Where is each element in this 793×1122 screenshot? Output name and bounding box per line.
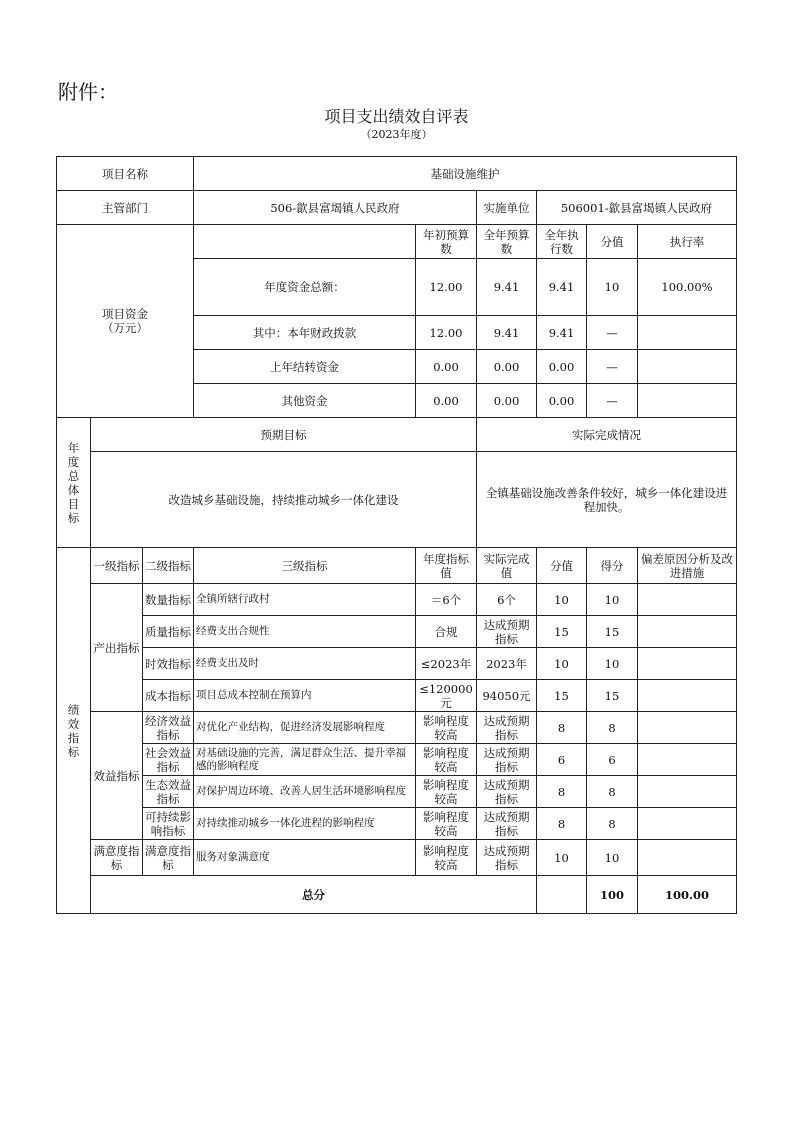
target-cell: 影响程度较高 — [416, 712, 477, 744]
actual-cell: 6个 — [477, 584, 537, 616]
level3-cell: 对持续推动城乡一体化进程的影响程度 — [194, 808, 416, 840]
target-cell: 合规 — [416, 616, 477, 648]
indicators-header-row — [57, 548, 737, 584]
year-subtitle: （2023年度） — [360, 128, 433, 141]
level1-benefit: 效益指标 — [91, 712, 143, 840]
goals-content-row — [57, 452, 737, 548]
ind-header-weight: 分值 — [537, 548, 587, 584]
ind-header-actual: 实际完成值 — [477, 548, 537, 584]
total-label: 总分 — [91, 876, 537, 914]
funds-header-annual: 全年预算数 — [477, 225, 537, 259]
reason-cell — [638, 744, 737, 776]
dept-label: 主管部门 — [57, 191, 194, 225]
score-cell: 10 — [587, 648, 638, 680]
indicator-row — [57, 616, 737, 648]
funds-row-name: 上年结转资金 — [194, 350, 416, 384]
score-cell: 8 — [587, 808, 638, 840]
reason-cell — [638, 776, 737, 808]
actual-cell: 达成预期指标 — [477, 744, 537, 776]
weight-cell: 15 — [537, 616, 587, 648]
funds-row-name: 其他资金 — [194, 384, 416, 418]
total-weight: 100 — [587, 876, 638, 914]
level3-cell: 对保护周边环境、改善人居生活环境影响程度 — [194, 776, 416, 808]
goals-actual-text: 全镇基础设施改善条件较好，城乡一体化建设进程加快。 — [477, 452, 737, 548]
indicator-row — [57, 808, 737, 840]
reason-cell — [638, 712, 737, 744]
reason-cell — [638, 616, 737, 648]
level1-output: 产出指标 — [91, 584, 143, 712]
level3-cell: 项目总成本控制在预算内 — [194, 680, 416, 712]
indicator-row — [57, 680, 737, 712]
level2-cell: 质量指标 — [143, 616, 194, 648]
level2-cell: 可持续影响指标 — [143, 808, 194, 840]
indicator-row — [57, 776, 737, 808]
funds-row-initial: 12.00 — [416, 259, 477, 316]
dept-row — [57, 191, 737, 225]
actual-cell: 2023年 — [477, 648, 537, 680]
level2-cell: 经济效益指标 — [143, 712, 194, 744]
level3-cell: 服务对象满意度 — [194, 840, 416, 876]
funds-row-annual: 0.00 — [477, 384, 537, 418]
score-cell: 8 — [587, 712, 638, 744]
target-cell: ＝6个 — [416, 584, 477, 616]
funds-row-annual: 9.41 — [477, 316, 537, 350]
funds-header-rate: 执行率 — [638, 225, 737, 259]
level3-cell: 经费支出合规性 — [194, 616, 416, 648]
indicator-row — [57, 584, 737, 616]
funds-row-annual: 0.00 — [477, 350, 537, 384]
ind-header-level1: 一级指标 — [91, 548, 143, 584]
project-name-label: 项目名称 — [57, 157, 194, 191]
level2-cell: 满意度指标 — [143, 840, 194, 876]
level1-satisfaction: 满意度指标 — [91, 840, 143, 876]
reason-cell — [638, 680, 737, 712]
indicator-row — [57, 840, 737, 876]
weight-cell: 10 — [537, 584, 587, 616]
funds-row-name: 年度资金总额： — [194, 259, 416, 316]
funds-header-executed: 全年执行数 — [537, 225, 587, 259]
ind-header-reason: 偏差原因分析及改进措施 — [638, 548, 737, 584]
funds-row-weight: — — [587, 384, 638, 418]
actual-cell: 达成预期指标 — [477, 840, 537, 876]
dept-value: 506-歙县富堨镇人民政府 — [194, 191, 477, 225]
weight-cell: 8 — [537, 776, 587, 808]
reason-cell — [638, 808, 737, 840]
unit-label: 实施单位 — [477, 191, 537, 225]
goals-actual-label: 实际完成情况 — [477, 418, 737, 452]
ind-header-level2: 二级指标 — [143, 548, 194, 584]
weight-cell: 15 — [537, 680, 587, 712]
funds-header-weight: 分值 — [587, 225, 638, 259]
unit-value: 506001-歙县富堨镇人民政府 — [537, 191, 737, 225]
level2-cell: 社会效益指标 — [143, 744, 194, 776]
ind-header-target: 年度指标值 — [416, 548, 477, 584]
indicator-row — [57, 712, 737, 744]
funds-row-executed: 0.00 — [537, 350, 587, 384]
level3-cell: 对基础设施的完善，满足群众生活、提升幸福感的影响程度 — [194, 744, 416, 776]
target-cell: 影响程度较高 — [416, 744, 477, 776]
score-cell: 15 — [587, 616, 638, 648]
indicators-label: 绩 效 指 标 — [57, 548, 91, 914]
funds-header-blank — [194, 225, 416, 259]
indicator-row — [57, 648, 737, 680]
funds-label: 项目资金 （万元） — [57, 225, 194, 418]
target-cell: 影响程度较高 — [416, 776, 477, 808]
score-cell: 6 — [587, 744, 638, 776]
page-title: 项目支出绩效自评表 — [324, 107, 469, 126]
funds-row-initial: 0.00 — [416, 350, 477, 384]
weight-cell: 8 — [537, 808, 587, 840]
goals-label: 年 度 总 体 目 标 — [57, 418, 91, 548]
weight-cell: 10 — [537, 840, 587, 876]
funds-row-initial: 0.00 — [416, 384, 477, 418]
target-cell: 影响程度较高 — [416, 808, 477, 840]
level3-cell: 对优化产业结构，促进经济发展影响程度 — [194, 712, 416, 744]
weight-cell: 6 — [537, 744, 587, 776]
funds-row-name: 其中：本年财政拨款 — [194, 316, 416, 350]
funds-row-annual: 9.41 — [477, 259, 537, 316]
project-name-row — [57, 157, 737, 191]
reason-cell — [638, 584, 737, 616]
actual-cell: 达成预期指标 — [477, 776, 537, 808]
funds-row-rate — [638, 316, 737, 350]
level3-cell: 经费支出及时 — [194, 648, 416, 680]
goals-expected-text: 改造城乡基础设施，持续推动城乡一体化建设 — [91, 452, 477, 548]
weight-cell: 8 — [537, 712, 587, 744]
score-cell: 10 — [587, 584, 638, 616]
funds-row-weight: — — [587, 350, 638, 384]
ind-header-score: 得分 — [587, 548, 638, 584]
actual-cell: 94050元 — [477, 680, 537, 712]
score-cell: 8 — [587, 776, 638, 808]
funds-row-rate — [638, 384, 737, 418]
performance-table — [56, 156, 737, 914]
reason-cell — [638, 840, 737, 876]
score-cell: 15 — [587, 680, 638, 712]
level2-cell: 成本指标 — [143, 680, 194, 712]
level2-cell: 数量指标 — [143, 584, 194, 616]
actual-cell: 达成预期指标 — [477, 712, 537, 744]
funds-row-weight: — — [587, 316, 638, 350]
total-score: 100.00 — [638, 876, 737, 914]
reason-cell — [638, 648, 737, 680]
score-cell: 10 — [587, 840, 638, 876]
project-name-value: 基础设施维护 — [194, 157, 737, 191]
target-cell: ≤2023年 — [416, 648, 477, 680]
funds-row-executed: 9.41 — [537, 259, 587, 316]
goals-expected-label: 预期目标 — [91, 418, 477, 452]
actual-cell: 达成预期指标 — [477, 808, 537, 840]
level3-cell: 全镇所辖行政村 — [194, 584, 416, 616]
funds-header-row — [57, 225, 737, 259]
funds-row-initial: 12.00 — [416, 316, 477, 350]
attachment-label: 附件： — [58, 80, 118, 104]
goals-header-row — [57, 418, 737, 452]
level2-cell: 时效指标 — [143, 648, 194, 680]
ind-header-level3: 三级指标 — [194, 548, 416, 584]
funds-row-executed: 9.41 — [537, 316, 587, 350]
target-cell: 影响程度较高 — [416, 840, 477, 876]
target-cell: ≤120000元 — [416, 680, 477, 712]
total-blank — [537, 876, 587, 914]
funds-row-executed: 0.00 — [537, 384, 587, 418]
funds-row-weight: 10 — [587, 259, 638, 316]
level2-cell: 生态效益指标 — [143, 776, 194, 808]
weight-cell: 10 — [537, 648, 587, 680]
funds-header-initial: 年初预算数 — [416, 225, 477, 259]
actual-cell: 达成预期指标 — [477, 616, 537, 648]
funds-row-rate — [638, 350, 737, 384]
total-row — [57, 876, 737, 914]
indicator-row — [57, 744, 737, 776]
funds-row-rate: 100.00% — [638, 259, 737, 316]
